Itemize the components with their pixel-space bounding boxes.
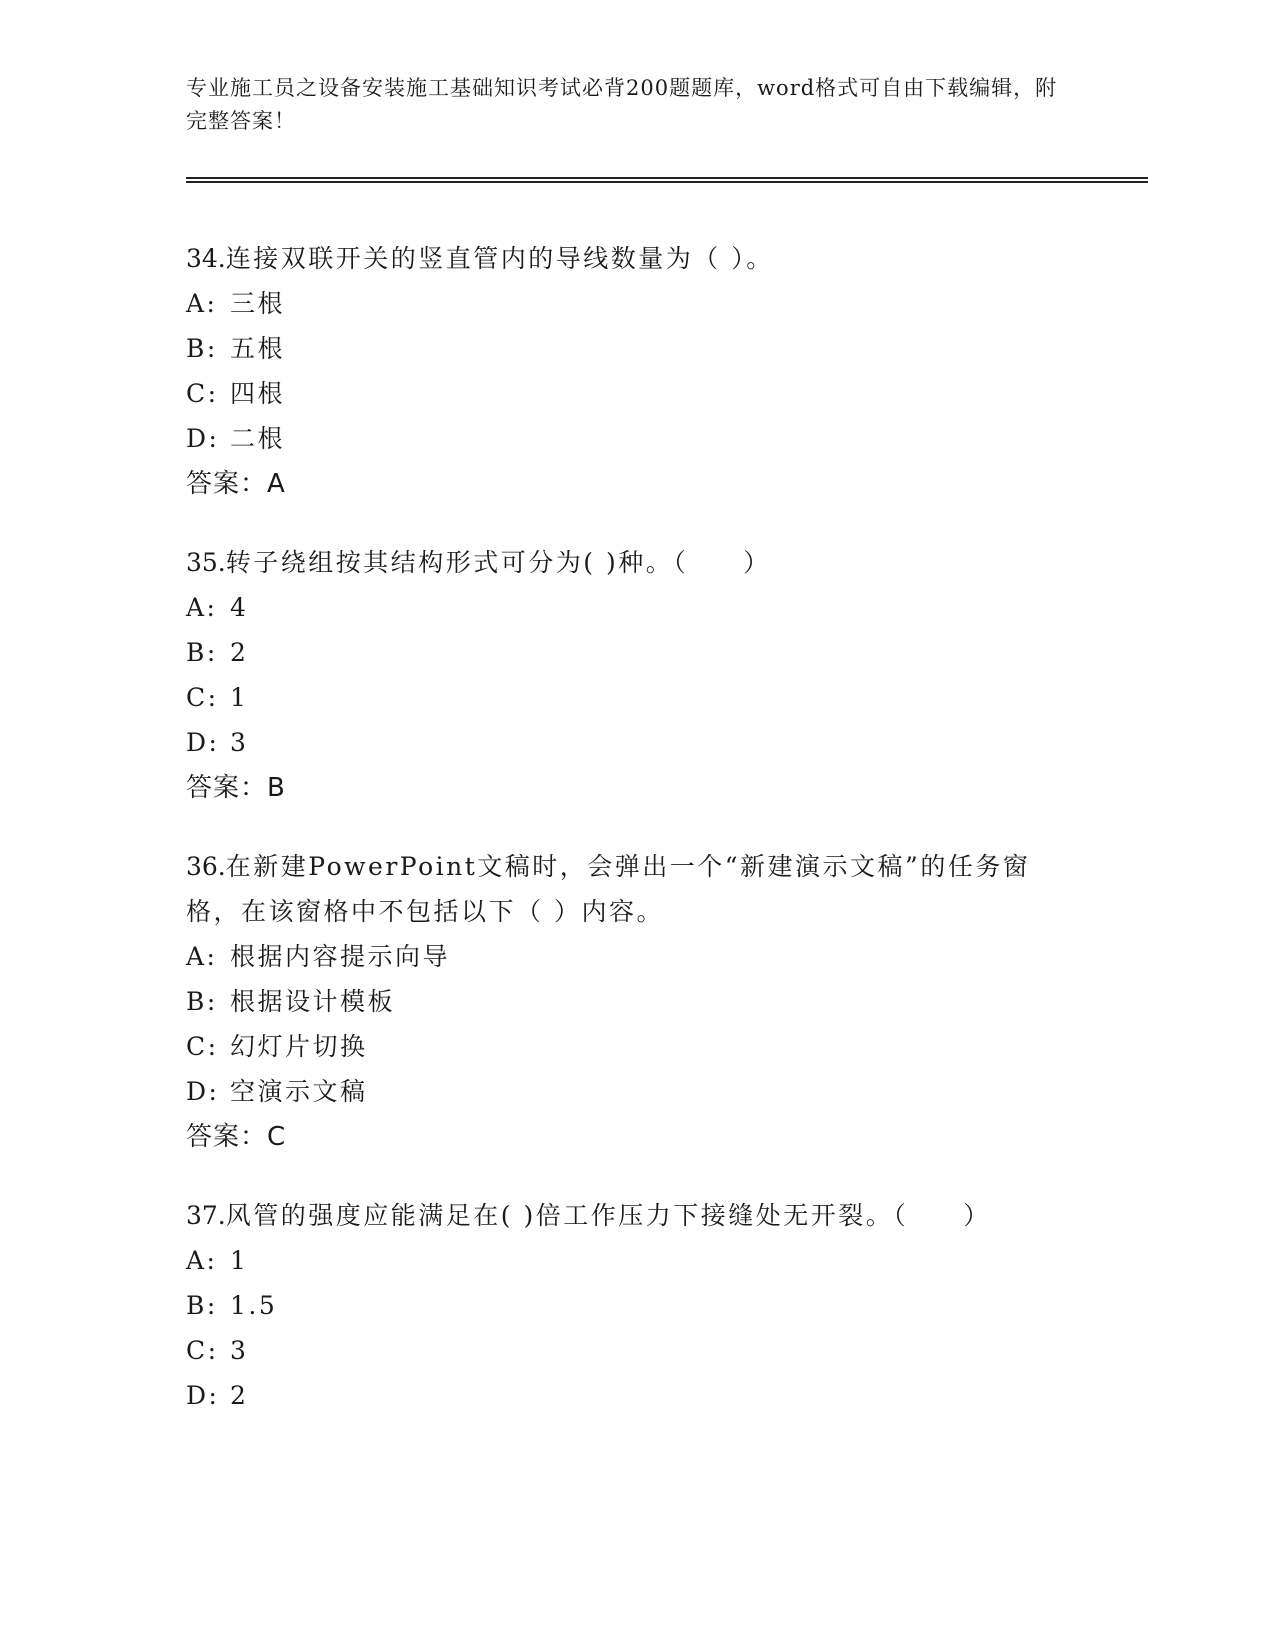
question-list — [186, 236, 1066, 1451]
option-c — [186, 1328, 1066, 1373]
option-b — [186, 979, 1066, 1024]
option-letter: C: — [186, 379, 219, 408]
option-letter: D: — [186, 1077, 220, 1106]
option-b — [186, 326, 1066, 371]
option-text: 1.5 — [230, 1291, 278, 1320]
option-text: 根据设计模板 — [230, 987, 396, 1016]
question-stem — [186, 540, 1066, 585]
option-d — [186, 720, 1066, 765]
question-34 — [186, 236, 1066, 507]
question-stem — [186, 236, 1066, 281]
question-number: 35. — [186, 548, 226, 577]
option-letter: C: — [186, 1032, 219, 1061]
question-stem — [186, 1193, 1066, 1238]
option-text: 二根 — [230, 424, 286, 453]
option-d — [186, 416, 1066, 461]
option-text: 幻灯片切换 — [230, 1032, 368, 1061]
option-c — [186, 675, 1066, 720]
option-letter: B: — [186, 638, 218, 667]
question-text: 连接双联开关的竖直管内的导线数量为（ ）。 — [225, 244, 774, 273]
question-36 — [186, 844, 1066, 1160]
option-d — [186, 1069, 1066, 1114]
option-text: 1 — [230, 683, 249, 712]
option-a — [186, 585, 1066, 630]
option-a — [186, 1238, 1066, 1283]
option-letter: A: — [186, 289, 218, 318]
option-text: 根据内容提示向导 — [230, 942, 451, 971]
option-letter: D: — [186, 1381, 220, 1410]
option-c — [186, 371, 1066, 416]
option-a — [186, 281, 1066, 326]
option-letter: B: — [186, 334, 218, 363]
option-text: 2 — [230, 1381, 249, 1410]
option-text: 1 — [230, 1246, 249, 1275]
option-text: 四根 — [230, 379, 286, 408]
question-text: 在新建PowerPoint文稿时，会弹出一个“新建演示文稿”的任务窗格，在该窗格中不包括以下（ ）内容。 — [186, 852, 1031, 926]
option-text: 4 — [230, 593, 249, 622]
option-letter: B: — [186, 1291, 218, 1320]
question-stem — [186, 844, 1066, 934]
option-text: 五根 — [230, 334, 286, 363]
option-a — [186, 934, 1066, 979]
answer-line: 答案：A — [186, 469, 286, 499]
question-number: 34. — [186, 244, 226, 273]
question-37 — [186, 1193, 1066, 1418]
option-b — [186, 1283, 1066, 1328]
option-letter: D: — [186, 424, 220, 453]
option-letter: A: — [186, 1246, 218, 1275]
option-letter: C: — [186, 683, 219, 712]
question-text: 转子绕组按其结构形式可分为( )种。（ ） — [225, 548, 771, 577]
option-text: 2 — [230, 638, 249, 667]
option-text: 3 — [230, 728, 249, 757]
answer-line: 答案：C — [186, 1122, 287, 1152]
option-letter: C: — [186, 1336, 219, 1365]
question-text: 风管的强度应能满足在( )倍工作压力下接缝处无开裂。（ ） — [225, 1201, 991, 1230]
option-letter: A: — [186, 942, 218, 971]
question-35 — [186, 540, 1066, 811]
answer-line: 答案：B — [186, 773, 286, 803]
header-divider — [186, 177, 1148, 183]
option-text: 空演示文稿 — [230, 1077, 368, 1106]
option-d — [186, 1373, 1066, 1418]
option-text: 3 — [230, 1336, 249, 1365]
option-letter: D: — [186, 728, 220, 757]
option-b — [186, 630, 1066, 675]
question-number: 36. — [186, 852, 226, 881]
option-text: 三根 — [230, 289, 286, 318]
document-header: 专业施工员之设备安装施工基础知识考试必背200题题库，word格式可自由下载编辑，附完整答案！ — [186, 76, 1058, 133]
option-letter: B: — [186, 987, 218, 1016]
option-letter: A: — [186, 593, 218, 622]
option-c — [186, 1024, 1066, 1069]
question-number: 37. — [186, 1201, 226, 1230]
